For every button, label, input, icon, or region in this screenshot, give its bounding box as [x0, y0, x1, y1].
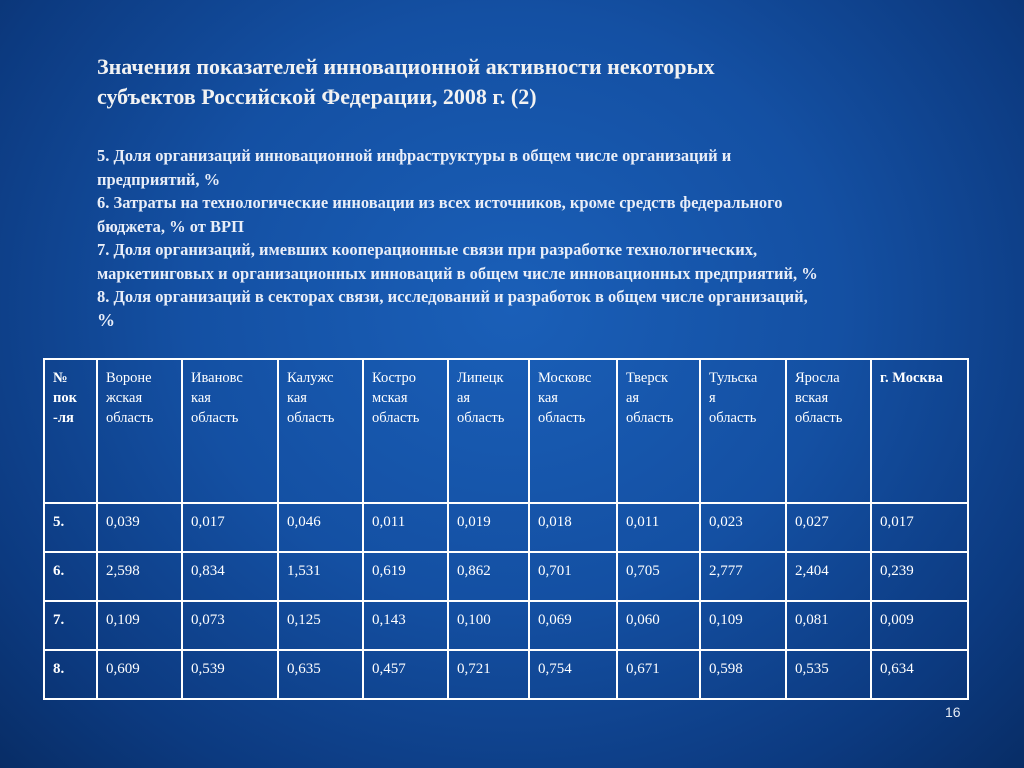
header-cell-text: ая: [626, 390, 640, 406]
table-cell: 0,635: [278, 650, 363, 699]
header-cell-text: область: [709, 410, 757, 426]
header-cell-region: [700, 359, 786, 503]
indicator-7-line-1: 7. Доля организаций, имевших кооперационные связи при разработке технологических,: [97, 240, 758, 259]
header-cell-text: мская: [372, 390, 408, 406]
indicator-6-line-2: бюджета, % от ВРП: [97, 216, 244, 236]
table-cell: 0,017: [871, 503, 968, 552]
table-row: [44, 601, 968, 650]
table-cell: 0,834: [182, 552, 278, 601]
row-indicator-number: 5.: [44, 503, 97, 552]
indicator-list: [97, 144, 987, 332]
table-cell: 0,081: [786, 601, 871, 650]
table-cell: 0,060: [617, 601, 700, 650]
table-cell: 0,023: [700, 503, 786, 552]
table-cell: 0,609: [97, 650, 182, 699]
table-cell: 0,143: [363, 601, 448, 650]
table-cell: 0,018: [529, 503, 617, 552]
table-cell: 0,109: [700, 601, 786, 650]
header-cell-region: [97, 359, 182, 503]
header-cell-region: [529, 359, 617, 503]
header-cell-indicator-number: [44, 359, 97, 503]
table-cell: 0,721: [448, 650, 529, 699]
indicator-5-line-2: предприятий, %: [97, 169, 221, 189]
table-cell: 0,598: [700, 650, 786, 699]
table-cell: 0,017: [182, 503, 278, 552]
table-cell: 0,039: [97, 503, 182, 552]
slide-title-line-1: Значения показателей инновационной активности некоторых: [97, 54, 715, 79]
header-cell-text: Калужс: [287, 370, 334, 386]
header-cell-region: [448, 359, 529, 503]
table-cell: 0,100: [448, 601, 529, 650]
header-cell-text: я: [709, 390, 716, 406]
header-cell-text: кая: [287, 390, 307, 406]
table-cell: 0,619: [363, 552, 448, 601]
header-cell-text: область: [538, 410, 586, 426]
table-cell: 2,404: [786, 552, 871, 601]
indicators-table: [43, 358, 969, 700]
header-cell-region: [786, 359, 871, 503]
page-number: 16: [945, 704, 961, 720]
row-indicator-number: 6.: [44, 552, 97, 601]
header-cell-text: №: [53, 370, 68, 386]
table-cell: 0,862: [448, 552, 529, 601]
header-cell-text: Ивановс: [191, 370, 243, 386]
table-cell: 0,239: [871, 552, 968, 601]
header-cell-text: г. Москва: [880, 370, 943, 386]
header-cell-text: область: [795, 410, 843, 426]
table-cell: 0,457: [363, 650, 448, 699]
header-cell-text: область: [457, 410, 505, 426]
slide-title-line-2: субъектов Российской Федерации, 2008 г. (2): [97, 84, 537, 109]
table-cell: 0,671: [617, 650, 700, 699]
header-cell-text: кая: [538, 390, 558, 406]
table-row: [44, 503, 968, 552]
header-cell-text: пок: [53, 390, 77, 406]
indicator-7-line-2: маркетинговых и организационных инноваций в общем числе инновационных предприятий, %: [97, 263, 818, 283]
table-cell: 0,701: [529, 552, 617, 601]
row-indicator-number: 7.: [44, 601, 97, 650]
header-cell-region: [278, 359, 363, 503]
header-cell-text: кая: [191, 390, 211, 406]
header-cell-text: Липецк: [457, 370, 504, 386]
header-cell-text: Вороне: [106, 370, 152, 386]
table-cell: 0,069: [529, 601, 617, 650]
header-cell-text: область: [106, 410, 154, 426]
table-cell: 0,535: [786, 650, 871, 699]
table-cell: 2,598: [97, 552, 182, 601]
table-cell: 0,011: [617, 503, 700, 552]
indicator-8-line-2: %: [97, 309, 115, 330]
header-cell-region: [617, 359, 700, 503]
indicator-6-line-1: 6. Затраты на технологические инновации из всех источников, кроме средств федерального: [97, 193, 783, 212]
indicator-5-line-1: 5. Доля организаций инновационной инфраструктуры в общем числе организаций и: [97, 146, 732, 165]
header-cell-region: [871, 359, 968, 503]
table-cell: 0,539: [182, 650, 278, 699]
table-row: [44, 650, 968, 699]
table-cell: 0,754: [529, 650, 617, 699]
header-cell-text: вская: [795, 390, 829, 406]
header-cell-text: Тверск: [626, 370, 669, 386]
header-cell-text: Костро: [372, 370, 417, 386]
table-cell: 2,777: [700, 552, 786, 601]
header-cell-region: [363, 359, 448, 503]
slide-title: [97, 52, 957, 112]
header-cell-text: Московс: [538, 370, 592, 386]
table-cell: 0,027: [786, 503, 871, 552]
header-cell-text: Яросла: [795, 370, 840, 386]
header-cell-text: область: [626, 410, 674, 426]
header-cell-region: [182, 359, 278, 503]
table-row: [44, 552, 968, 601]
table-cell: 0,109: [97, 601, 182, 650]
table-cell: 0,011: [363, 503, 448, 552]
header-cell-text: область: [191, 410, 239, 426]
table-cell: 0,634: [871, 650, 968, 699]
header-cell-text: Тульска: [709, 370, 758, 386]
header-cell-text: -ля: [53, 410, 74, 426]
table-cell: 0,705: [617, 552, 700, 601]
table-cell: 0,009: [871, 601, 968, 650]
header-cell-text: область: [287, 410, 335, 426]
table-cell: 1,531: [278, 552, 363, 601]
table-header-row: [44, 359, 968, 503]
table-cell: 0,073: [182, 601, 278, 650]
indicator-8-line-1: 8. Доля организаций в секторах связи, исследований и разработок в общем числе организаций,: [97, 287, 808, 306]
table-cell: 0,019: [448, 503, 529, 552]
header-cell-text: область: [372, 410, 420, 426]
table-cell: 0,046: [278, 503, 363, 552]
header-cell-text: жская: [106, 390, 143, 406]
header-cell-text: ая: [457, 390, 471, 406]
table-cell: 0,125: [278, 601, 363, 650]
row-indicator-number: 8.: [44, 650, 97, 699]
